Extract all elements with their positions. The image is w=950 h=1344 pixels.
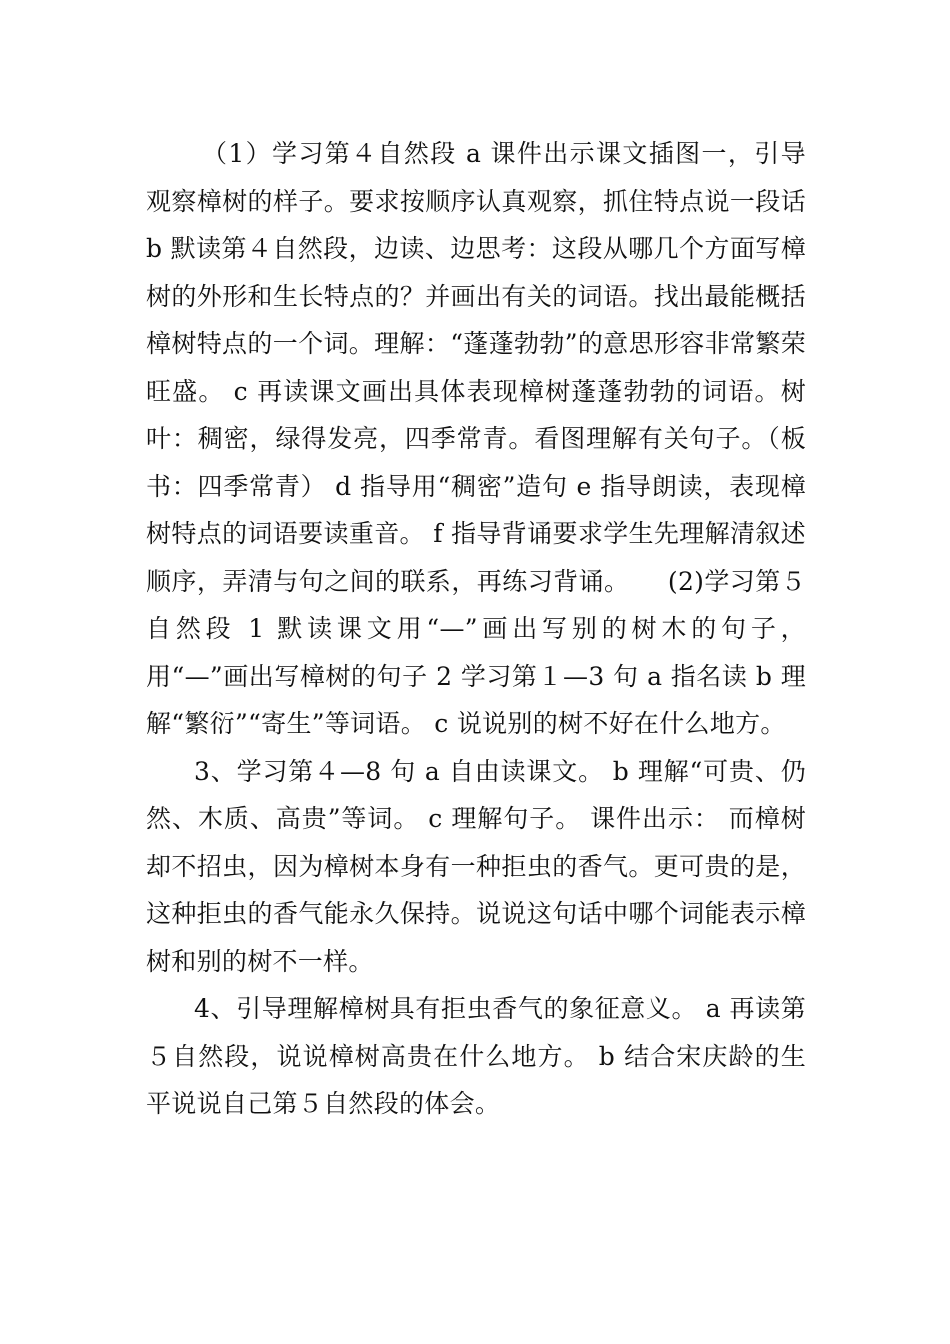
paragraph-step-4: 4、引导理解樟树具有拒虫香气的象征意义。 a 再读第５自然段，说说樟树高贵在什么地方。 b 结合宋庆龄的生平说说自己第５自然段的体会。	[146, 994, 806, 1118]
paragraph-step-3: 3、学习第４—8 句 a 自由读课文。 b 理解“可贵、仍然、木质、高贵”等词。 c 理解句子。 课件出示： 而樟树却不招虫，因为樟树本身有一种拒虫的香气。更可贵的是，这种拒虫的香气能永久保持。说说这句话中哪个词能表示樟树和别的树不一样。	[146, 756, 806, 976]
paragraph-lesson-steps: （1）学习第４自然段 a 课件出示课文插图一，引导观察樟树的样子。要求按顺序认真观察，抓住特点说一段话 b 默读第４自然段，边读、边思考：这段从哪几个方面写樟树的外形和生长特点的？并画出有关的词语。找出最能概括樟树特点的一个词。理解：“蓬蓬勃勃”的意思形容非常繁荣旺盛。 c 再读课文画出具体表现樟树蓬蓬勃勃的词语。树叶：稠密，绿得发亮，四季常青。看图理解有关句子。（板书：四季常青） d 指导用“稠密”造句 e 指导朗读，表现樟树特点的词语要读重音。 f 指导背诵要求学生先理解清叙述顺序，弄清与句之间的联系，再练习背诵。 (2)学习第５自然段 1 默读课文用“—”画出写别的树木的句子，用“—”画出写樟树的句子 2 学习第１—3 句 a 指名读 b 理解“繁衍”“寄生”等词语。 c 说说别的树不好在什么地方。	[146, 139, 806, 738]
document-body	[146, 130, 806, 1128]
